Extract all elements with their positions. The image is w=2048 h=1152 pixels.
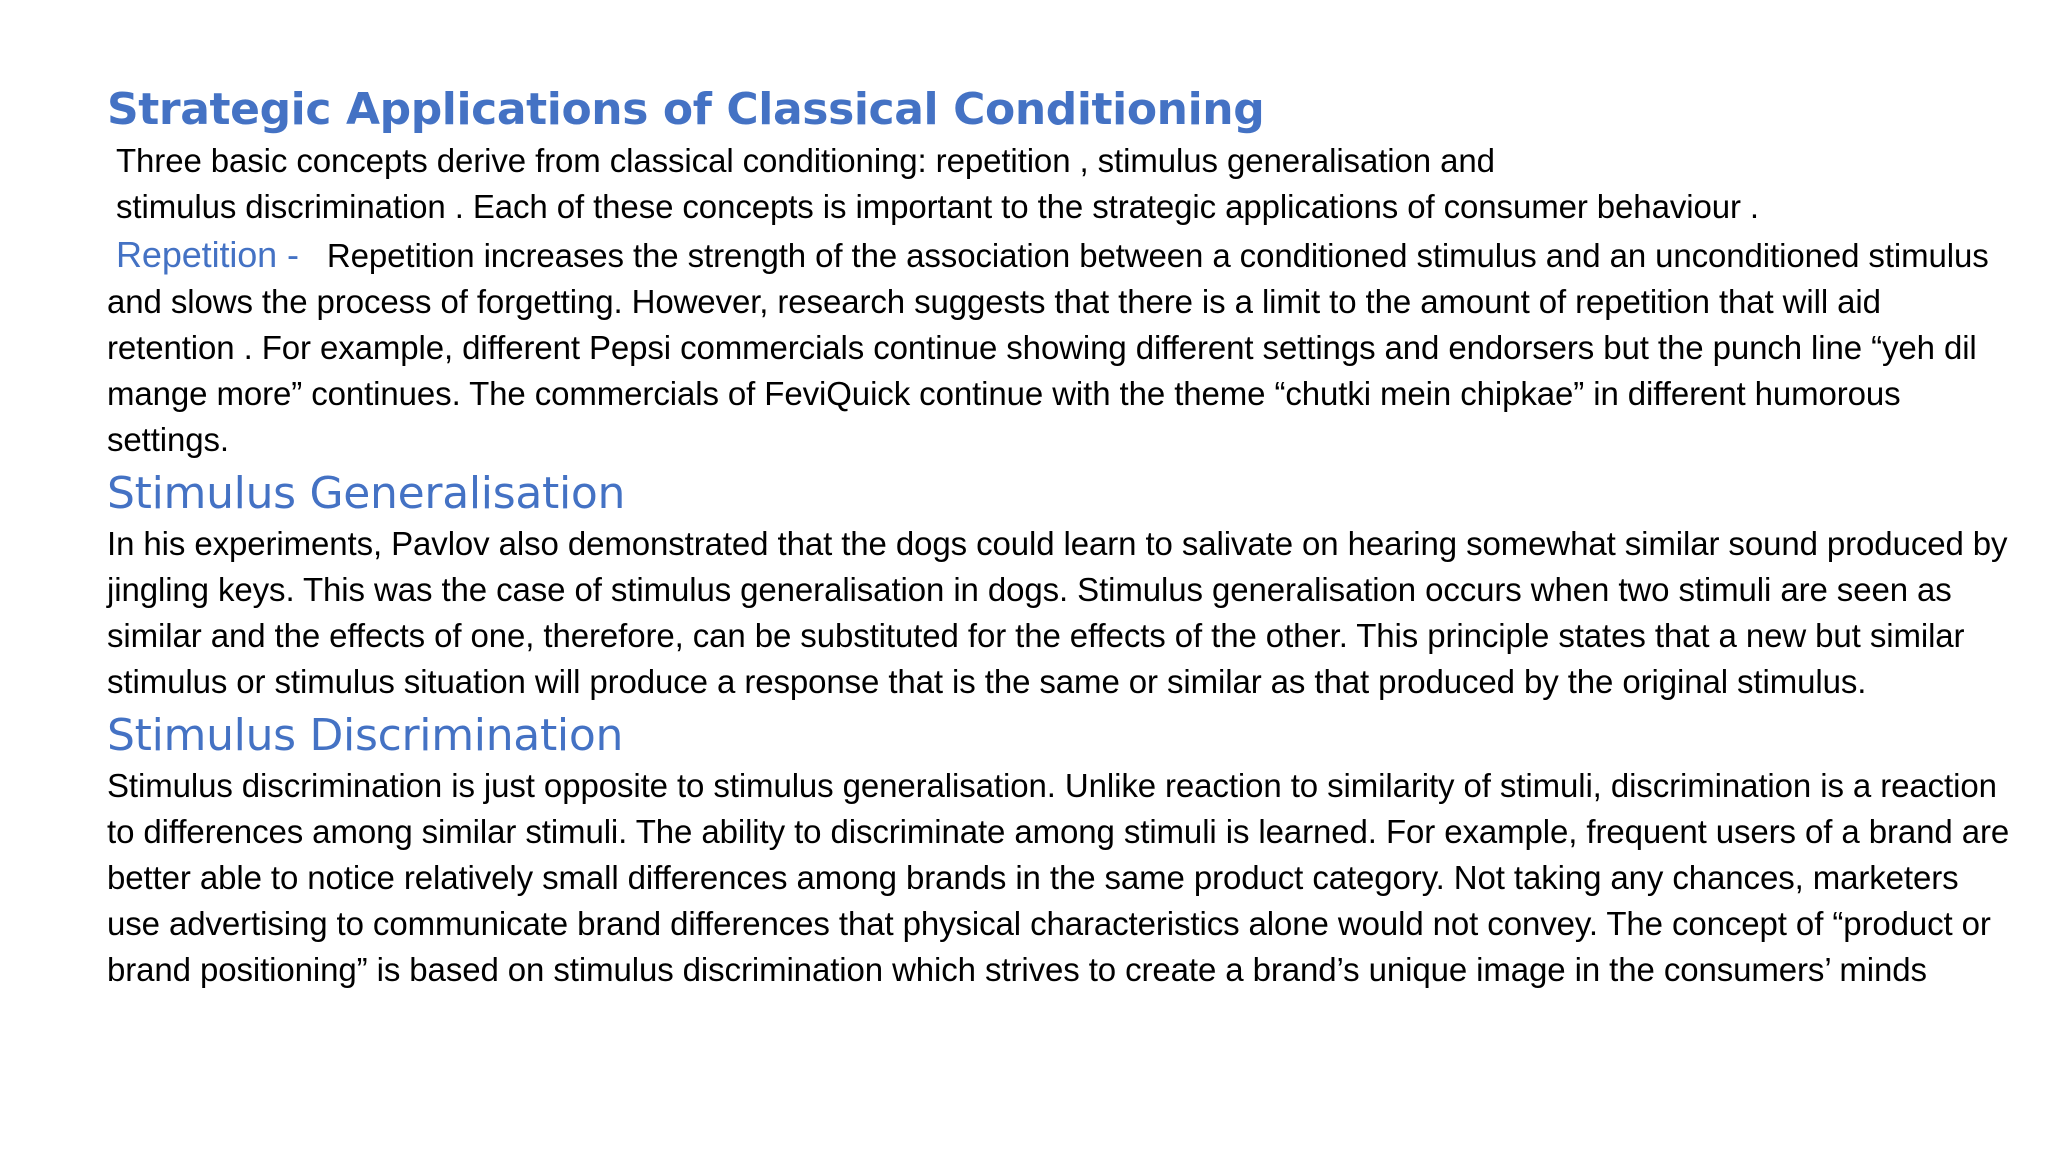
slide-content bbox=[107, 82, 2017, 993]
repetition-paragraph bbox=[107, 232, 2017, 463]
generalisation-heading: Stimulus Generalisation bbox=[107, 468, 626, 519]
slide-title: Strategic Applications of Classical Conditioning bbox=[107, 84, 1265, 135]
discrimination-paragraph: Stimulus discrimination is just opposite to stimulus generalisation. Unlike reaction to similarity of stimuli, discrimination is a reaction to differences among similar stimuli. The ability to discriminate among stimuli is learned. For example, frequent users of a brand are better able to notice relatively small differences among brands in the same product category. Not taking any chances, marketers use advertising to communicate brand differences that physical characteristics alone would not convey. The concept of “product or brand positioning” is based on stimulus discrimination which strives to create a brand’s unique image in the consumers’ minds bbox=[107, 767, 2010, 988]
generalisation-paragraph: In his experiments, Pavlov also demonstrated that the dogs could learn to salivate on hearing somewhat similar sound produced by jingling keys. This was the case of stimulus generalisation in dogs. Stimulus generalisation occurs when two stimuli are seen as similar and the effects of one, therefore, can be substituted for the effects of the other. This principle states that a new but similar stimulus or stimulus situation will produce a response that is the same or similar as that produced by the original stimulus. bbox=[107, 525, 2008, 700]
intro-paragraph bbox=[107, 138, 2017, 230]
intro-line-1: Three basic concepts derive from classical conditioning: repetition , stimulus generalisation and bbox=[116, 142, 1495, 179]
discrimination-heading: Stimulus Discrimination bbox=[107, 710, 624, 761]
intro-line-2: stimulus discrimination . Each of these concepts is important to the strategic applications of consumer behaviour . bbox=[116, 188, 1759, 225]
repetition-text: Repetition increases the strength of the association between a conditioned stimulus and an unconditioned stimulus and slows the process of forgetting. However, research suggests that there is a limit to the amount of repetition that will aid retention . For example, different Pepsi commercials continue showing different settings and endorsers but the punch line “yeh dil mange more” continues. The commercials of FeviQuick continue with the theme “chutki mein chipkae” in different humorous settings. bbox=[107, 237, 1989, 458]
repetition-heading: Repetition - bbox=[116, 234, 299, 275]
